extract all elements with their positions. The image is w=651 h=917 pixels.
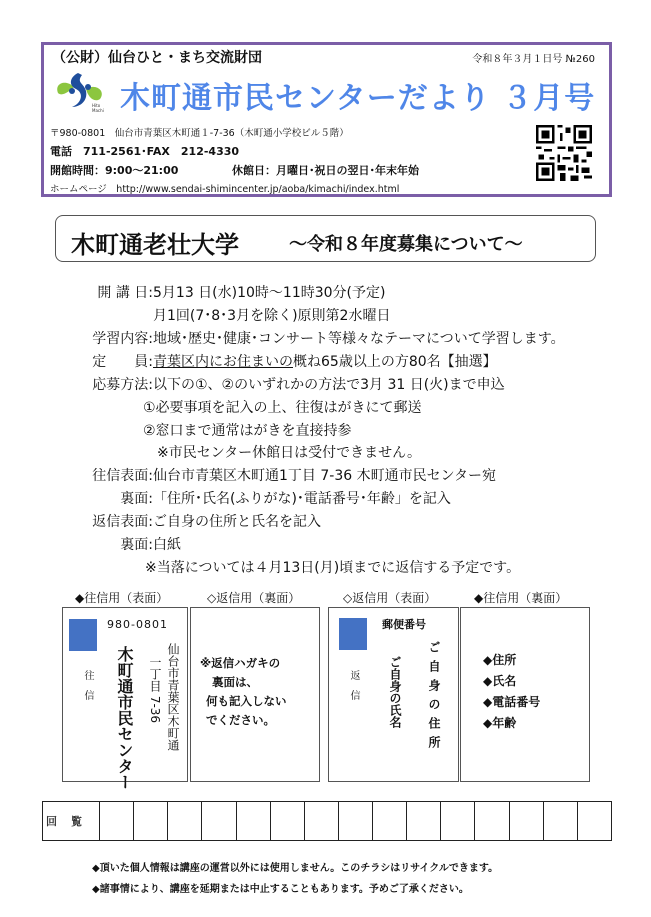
card4-item: ◆年齢 <box>483 716 517 730</box>
center-address: 〒980-0801 仙台市青葉区木町通１-7-36（木町通小学校ビル５階） <box>50 128 349 139</box>
stamp-cell <box>577 802 611 841</box>
apply-row <box>60 374 505 394</box>
capacity-label: 定 員: <box>92 354 153 370</box>
outgoing-front-value: 仙台市青葉区木町通1丁目 7-36 木町通市民センター宛 <box>153 468 497 484</box>
start-date-row <box>60 282 385 302</box>
result-note: ※当落については４月13日(月)頃までに返信する予定です。 <box>145 560 521 576</box>
capacity-row <box>60 351 497 371</box>
stamp-cell <box>543 802 577 841</box>
stamp-cell <box>509 802 543 841</box>
card4-label: ◆往信用（裏面） <box>474 591 568 605</box>
circulation-label: 回覧 <box>43 802 100 841</box>
card1-kind: 往信 <box>82 670 93 710</box>
reply-back-value: 白紙 <box>153 537 181 553</box>
card1-recipient: 木町通市民センター <box>115 646 134 790</box>
stamp-cell <box>441 802 475 841</box>
reply-front-value: ご自身の住所と氏名を記入 <box>153 514 321 530</box>
center-phone: 電話 711-2561･FAX 212-4330 <box>50 145 240 158</box>
reply-back-row <box>60 534 181 554</box>
article-subtitle: ～令和８年度募集について～ <box>289 234 523 255</box>
opening-hours: 開館時間：9:00～21:00 <box>50 164 179 177</box>
outgoing-back-value: 「住所･氏名(ふりがな)･電話番号･年齢」を記入 <box>153 491 451 507</box>
card2-note: ※返信ハガキの 裏面は、 何も記入しない でください。 <box>200 656 287 727</box>
stamp-cell <box>236 802 270 841</box>
card4-item: ◆氏名 <box>483 674 517 688</box>
circulation-table <box>42 801 612 841</box>
privacy-note: ◆頂いた個人情報は講座の運営以外には使用しません。このチラシはリサイクルできます。 <box>92 863 499 874</box>
stamp-cell <box>407 802 441 841</box>
svg-text:Hito: Hito <box>92 103 101 108</box>
postpone-note: ◆諸事情により、講座を延期または中止することもあります。予めご了承ください。 <box>92 884 469 895</box>
card1-address-line2: 一丁目 7-36 <box>148 656 162 724</box>
svg-text:Machi: Machi <box>92 108 104 113</box>
apply-option-1: ①必要事項を記入の上、往復はがきにて郵送 <box>143 400 422 416</box>
card1-label: ◆往信用（表面） <box>75 591 169 605</box>
hito-machi-logo-icon <box>52 69 108 113</box>
stamp-cell <box>100 802 134 841</box>
reply-back-card <box>190 607 320 782</box>
stamp-cell <box>373 802 407 841</box>
start-date-label: 開 講 日: <box>97 285 153 301</box>
card3-name: ご自身の氏名 <box>388 656 402 728</box>
stamp-cell <box>202 802 236 841</box>
stamp-cell <box>338 802 372 841</box>
apply-note: ※市民センター休館日は受付できません。 <box>157 445 422 461</box>
stamp-placeholder <box>339 618 367 650</box>
article-title: 木町通老壮大学 <box>71 231 239 259</box>
reply-front-label: 返信表面: <box>92 514 153 530</box>
outgoing-back-row <box>60 488 451 508</box>
reply-front-row <box>60 511 321 531</box>
outgoing-front-label: 往信表面: <box>92 468 153 484</box>
issue-info: 令和８年３月１日号 №260 <box>472 54 595 65</box>
stamp-cell <box>475 802 509 841</box>
schedule-row: 月1回(7･8･3月を除く)原則第2水曜日 <box>153 308 391 324</box>
card1-postal-code: 980-0801 <box>107 618 168 631</box>
card3-address: ご自身の住所 <box>427 641 441 755</box>
content-value: 地域･歴史･健康･コンサート等様々なテーマについて学習します。 <box>153 331 565 347</box>
stamp-cell <box>134 802 168 841</box>
website-link[interactable]: ホームページ http://www.sendai-shimincenter.jp/aoba/kimachi/index.html <box>50 184 400 195</box>
article-title-box <box>55 215 596 262</box>
organization-name: （公財）仙台ひと・まち交流財団 <box>52 50 262 66</box>
reply-back-label: 裏面: <box>120 537 153 553</box>
card3-postal-code: 郵便番号 <box>382 618 426 631</box>
footer-notes <box>92 858 498 900</box>
stamp-placeholder <box>69 619 97 651</box>
stamp-cell <box>168 802 202 841</box>
outgoing-back-card <box>460 607 590 782</box>
card3-label: ◇返信用（表面） <box>343 591 437 605</box>
stamp-cell <box>270 802 304 841</box>
capacity-value: 概ね65歳以上の方80名【抽選】 <box>293 354 497 370</box>
apply-label: 応募方法: <box>92 377 153 393</box>
card2-label: ◇返信用（裏面） <box>207 591 301 605</box>
outgoing-front-card <box>62 607 188 790</box>
content-label: 学習内容: <box>92 331 153 347</box>
outgoing-front-row <box>60 465 496 485</box>
outgoing-back-label: 裏面: <box>120 491 153 507</box>
newsletter-header <box>41 42 612 197</box>
card4-item: ◆電話番号 <box>483 695 541 709</box>
card4-items <box>483 650 540 734</box>
card4-item: ◆住所 <box>483 653 517 667</box>
qr-code-icon[interactable] <box>536 125 592 181</box>
apply-value: 以下の①、②のいずれかの方法で3月 31 日(火)まで申込 <box>153 377 505 393</box>
reply-front-card <box>328 607 459 782</box>
start-date-value: 5月13 日(水)10時～11時30分(予定) <box>153 285 386 301</box>
card3-kind: 返信 <box>348 670 359 710</box>
content-row <box>60 328 565 348</box>
capacity-eligibility: 青葉区内にお住まいの <box>153 354 293 370</box>
apply-option-2: ②窓口まで通常はがきを直接持参 <box>143 423 352 439</box>
stamp-cell <box>304 802 338 841</box>
newsletter-title: 木町通市民センターだより ３月号 <box>120 81 596 116</box>
card1-address-line1: 仙台市青葉区木町通 <box>166 643 180 751</box>
closed-days: 休館日：月曜日･祝日の翌日･年末年始 <box>232 164 419 177</box>
